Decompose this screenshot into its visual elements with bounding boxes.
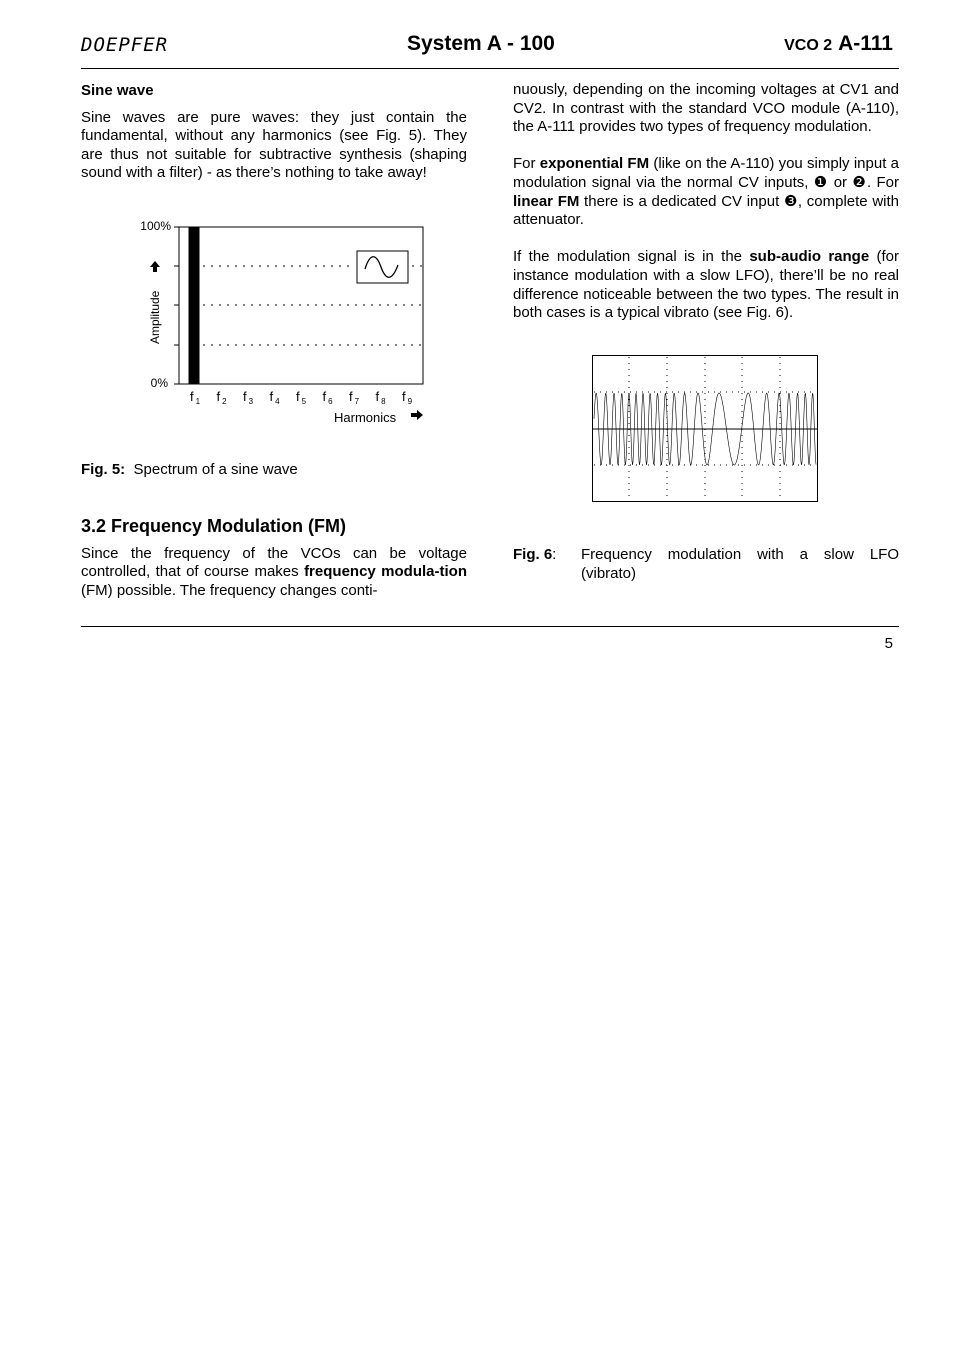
right-column xyxy=(513,81,899,323)
right-paragraph-2 xyxy=(513,155,899,229)
sine-heading: Sine wave xyxy=(81,82,154,99)
y-ticks xyxy=(174,227,179,384)
p2-a: For xyxy=(513,155,540,173)
p2-d: or xyxy=(828,173,853,191)
p3-a: If the modulation signal is in the xyxy=(513,248,750,266)
x-tick-f6: f $_6$ xyxy=(322,389,333,406)
right-arrow-icon xyxy=(411,410,423,420)
spectrum-chart xyxy=(130,215,430,430)
module-name: A-111 xyxy=(838,32,893,55)
fm-text-bold: frequency modula-tion xyxy=(304,563,467,581)
x-tick-f5: f $_5$ xyxy=(296,389,307,406)
sine-paragraph: Sine waves are pure waves: they just contain the fundamental, without any harmonics (see Fig. 5). They are thus not suitable for subtractive synthesis (shaping sound with a filter) - as there’s nothing to take away! xyxy=(81,108,467,182)
footer-rule xyxy=(81,626,899,627)
right-paragraph-1: nuously, depending on the incoming voltages at CV1 and CV2. In contrast with the standard VCO module (A-110), the A-111 provides two types of frequency modulation. xyxy=(513,81,899,136)
x-tick-f7: f $_7$ xyxy=(349,389,360,406)
sine-section xyxy=(81,82,467,183)
fig6-colon: : xyxy=(552,546,557,563)
fm-text-a: Since the frequency of the VCOs can be voltage controlled, that of course makes xyxy=(81,544,467,581)
right-paragraph-3 xyxy=(513,248,899,322)
bar-f1 xyxy=(189,227,200,384)
x-tick-f2: f $_2$ xyxy=(216,389,227,406)
p2-c: (like on the A-110) you simply input a modulation signal via the normal CV inputs, xyxy=(513,155,899,191)
x-tick-f9: f $_9$ xyxy=(402,389,413,406)
module-prefix: VCO 2 xyxy=(784,37,833,54)
fm-section xyxy=(81,517,467,600)
fm-text-b: (FM) possible. The frequency changes conti- xyxy=(81,581,378,599)
p3-bold: sub-audio range xyxy=(749,248,870,266)
fig6-label: Fig. 6 xyxy=(513,546,553,563)
x-tick-f3: f $_3$ xyxy=(243,389,254,406)
p2-bold-lin: linear FM xyxy=(513,192,580,210)
section-heading: 3.2 Frequency Modulation (FM) xyxy=(81,516,347,536)
fig5-caption xyxy=(81,461,467,480)
x-tick-f1: f $_1$ xyxy=(190,389,201,406)
brand-logo: DOEPFER xyxy=(81,34,169,56)
p2-g: , complete with attenuator. xyxy=(513,192,899,229)
y-tick-top: 100% xyxy=(140,219,171,233)
sine-wave-icon xyxy=(357,251,408,283)
module-label xyxy=(784,32,893,56)
fm-paragraph xyxy=(81,545,467,601)
x-tick-labels xyxy=(190,389,413,406)
y-axis-label: Amplitude xyxy=(148,290,162,344)
x-axis-label: Harmonics xyxy=(334,410,397,425)
p2-f: there is a dedicated CV input xyxy=(579,192,784,210)
number-2-icon: ❷ xyxy=(852,173,867,191)
number-3-icon: ❸ xyxy=(783,192,798,210)
p3-c: (for instance modulation with a slow LFO), there’ll be no real difference noticeable between the two types. The result in both cases is a typical vibrato (see Fig. 6). xyxy=(513,248,899,322)
header-rule xyxy=(81,68,899,69)
y-tick-bottom: 0% xyxy=(150,376,168,390)
p2-e: . For xyxy=(867,173,899,191)
vibrato-oscillogram xyxy=(592,355,818,503)
up-arrow-icon xyxy=(150,261,160,272)
x-tick-f8: f $_8$ xyxy=(375,389,386,406)
fig5-caption-text: Spectrum of a sine wave xyxy=(133,461,298,478)
page-number: 5 xyxy=(884,635,893,652)
page-title: System A - 100 xyxy=(407,32,555,55)
x-tick-f4: f $_4$ xyxy=(269,389,280,406)
fig5-label: Fig. 5: xyxy=(81,461,126,478)
number-1-icon: ❶ xyxy=(813,173,829,191)
p2-bold-exp: exponential FM xyxy=(539,155,650,173)
bars xyxy=(189,227,200,384)
fig6-caption-text: Frequency modulation with a slow LFO (vibrato) xyxy=(581,546,899,582)
